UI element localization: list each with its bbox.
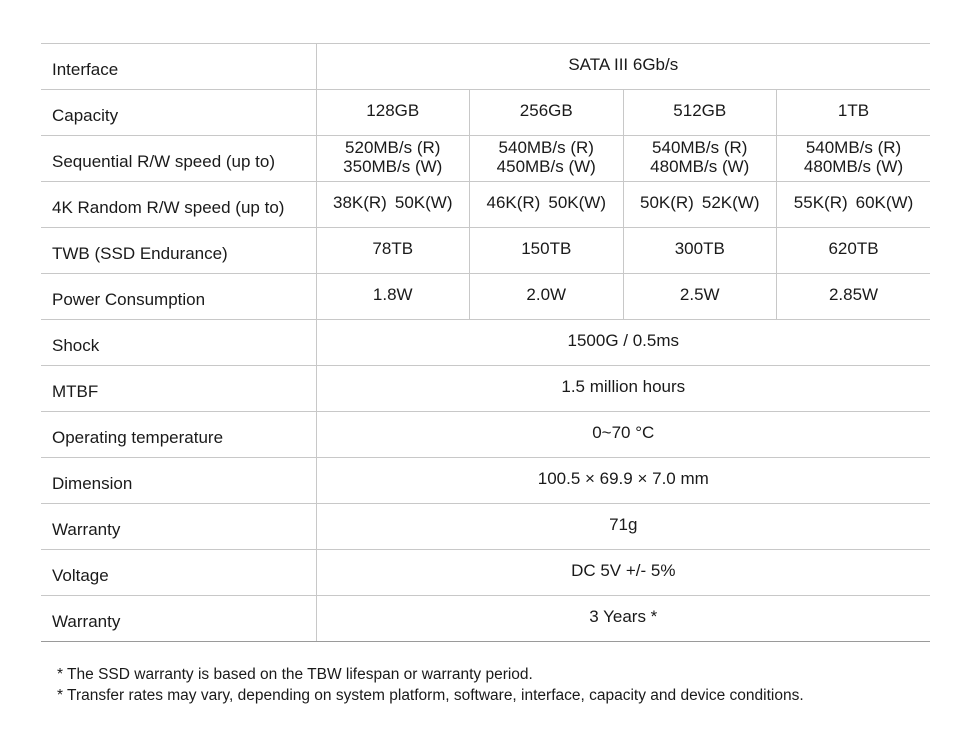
row-shock <box>41 320 930 366</box>
sequential-value <box>470 136 624 182</box>
row-tbw <box>41 228 930 274</box>
write-speed: 350MB/s (W) <box>343 156 443 176</box>
row-value: 71g <box>316 504 930 550</box>
capacity-value: 128GB <box>316 90 470 136</box>
row-label: TWB (SSD Endurance) <box>41 228 316 274</box>
row-value: SATA III 6Gb/s <box>316 44 930 90</box>
row-label: Sequential R/W speed (up to) <box>41 136 316 182</box>
read-speed: 540MB/s (R) <box>498 137 594 157</box>
tbw-value: 620TB <box>777 228 931 274</box>
row-label: Operating temperature <box>41 412 316 458</box>
read-speed: 540MB/s (R) <box>805 137 902 157</box>
row-temperature <box>41 412 930 458</box>
row-label: Warranty <box>41 504 316 550</box>
tbw-value: 150TB <box>470 228 624 274</box>
read-iops: 50K(R) <box>640 193 694 212</box>
row-value: 1.5 million hours <box>316 366 930 412</box>
spec-table <box>41 43 930 642</box>
row-sequential <box>41 136 930 182</box>
random-value <box>623 182 777 228</box>
row-label: 4K Random R/W speed (up to) <box>41 182 316 228</box>
random-value <box>777 182 931 228</box>
capacity-value: 512GB <box>623 90 777 136</box>
row-value: 0~70 °C <box>316 412 930 458</box>
row-dimension <box>41 458 930 504</box>
tbw-value: 300TB <box>623 228 777 274</box>
write-iops: 60K(W) <box>855 193 914 212</box>
row-label: Voltage <box>41 550 316 596</box>
write-iops: 50K(W) <box>548 193 606 212</box>
row-value: 1500G / 0.5ms <box>316 320 930 366</box>
power-value: 2.85W <box>777 274 931 320</box>
row-voltage <box>41 550 930 596</box>
row-label: Warranty <box>41 596 316 642</box>
power-value: 2.5W <box>623 274 777 320</box>
row-mtbf <box>41 366 930 412</box>
write-speed: 480MB/s (W) <box>650 156 750 176</box>
row-value: 100.5 × 69.9 × 7.0 mm <box>316 458 930 504</box>
read-iops: 38K(R) <box>333 193 387 212</box>
sequential-value <box>316 136 470 182</box>
footnotes <box>57 664 804 706</box>
tbw-value: 78TB <box>316 228 470 274</box>
row-label: Capacity <box>41 90 316 136</box>
row-capacity <box>41 90 930 136</box>
footnote-transfer-rates: * Transfer rates may vary, depending on system platform, software, interface, capacity and device conditions. <box>57 687 804 704</box>
row-label: Shock <box>41 320 316 366</box>
row-power <box>41 274 930 320</box>
row-value: 3 Years * <box>316 596 930 642</box>
row-label: MTBF <box>41 366 316 412</box>
read-speed: 540MB/s (R) <box>652 137 748 157</box>
row-interface <box>41 44 930 90</box>
row-value: DC 5V +/- 5% <box>316 550 930 596</box>
sequential-value <box>623 136 777 182</box>
row-label: Interface <box>41 44 316 90</box>
sequential-value <box>777 136 931 182</box>
read-iops: 46K(R) <box>486 193 541 212</box>
power-value: 2.0W <box>470 274 624 320</box>
row-warranty <box>41 596 930 642</box>
random-value <box>316 182 470 228</box>
power-value: 1.8W <box>316 274 470 320</box>
footnote-warranty: * The SSD warranty is based on the TBW lifespan or warranty period. <box>57 666 533 683</box>
row-label: Power Consumption <box>41 274 316 320</box>
row-weight <box>41 504 930 550</box>
read-speed: 520MB/s (R) <box>345 137 441 157</box>
read-iops: 55K(R) <box>793 193 848 212</box>
random-value <box>470 182 624 228</box>
row-label: Dimension <box>41 458 316 504</box>
capacity-value: 256GB <box>470 90 624 136</box>
write-speed: 480MB/s (W) <box>803 156 904 176</box>
write-speed: 450MB/s (W) <box>496 156 596 176</box>
write-iops: 52K(W) <box>701 193 760 212</box>
capacity-value: 1TB <box>777 90 931 136</box>
row-random4k <box>41 182 930 228</box>
write-iops: 50K(W) <box>394 193 453 212</box>
